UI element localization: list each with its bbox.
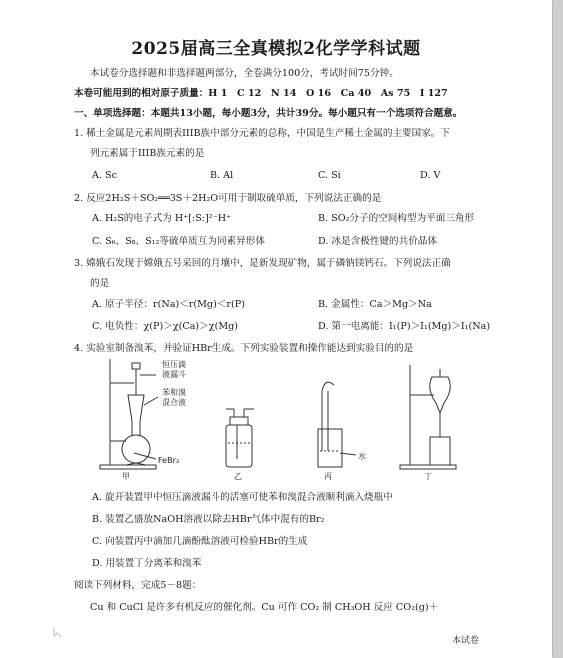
q2-option-c: C. S₆、S₈、S₁₂等硫单质互为同素异形体 [92,236,265,247]
q4-option-a: A. 旋开装置甲中恒压滴液漏斗的活塞可使苯和溴混合液顺利滴入烧瓶中 [92,492,393,503]
q3-option-b: B. 金属性：Ca＞Mg＞Na [318,299,432,310]
q1-option-c: C. Si [318,170,341,181]
q2-option-d: D. 冰是含极性键的共价晶体 [318,236,437,247]
q3-stem: 3. 嫦娥石发现于嫦娥五号采回的月壤中，是新发现矿物，属于磷钠镁钙石。下列说法正确 [74,258,451,269]
label-mixture: 苯和溴 [162,388,186,397]
label-apparatus-bing: 丙 [324,472,332,480]
q3-option-a: A. 原子半径：r(Na)＜r(Mg)＜r(P) [92,299,245,310]
section-heading: 一、单项选择题：本题共13小题，每小题3分，共计39分。每小题只有一个选项符合题意。 [74,108,463,119]
exam-title: 2025届高三全真模拟2化学学科试题 [131,39,421,59]
intro-text: 本试卷分选择题和非选择题两部分，全卷满分100分，考试时间75分钟。 [90,68,399,79]
q1-stem-cont: 列元素属于IIIB族元素的是 [90,148,205,159]
q3-stem-cont: 的是 [90,278,110,289]
apparatus-figure [96,355,476,480]
q3-option-c: C. 电负性：χ(P)＞χ(Ca)＞χ(Mg) [92,321,239,332]
label-funnel-cont: 液漏斗 [162,370,186,379]
label-water: 水 [358,452,366,461]
q4-option-b: B. 装置乙盛放NaOH溶液以除去HBr气体中混有的Br₂ [92,514,325,525]
label-apparatus-jia: 甲 [122,472,130,480]
q2-stem: 2. 反应2H₂S＋SO₂══3S＋2H₂O可用于制取硫单质，下列说法正确的是 [74,193,382,204]
vertical-scrollbar[interactable] [553,0,563,658]
page-footer: 本试卷 [452,636,480,646]
label-catalyst: FeBr₃ [158,456,180,465]
q2-option-b: B. SO₂分子的空间构型为平面三角形 [318,213,475,224]
q4-option-c: C. 向装置丙中滴加几滴酚酞溶液可检验HBr的生成 [92,536,308,547]
label-mixture-cont: 混合液 [162,398,186,407]
label-apparatus-ding: 丁 [424,472,432,480]
q4-option-d: D. 用装置丁分离苯和溴苯 [92,558,202,569]
q1-option-d: D. V [420,170,441,181]
cursor-icon [52,626,66,638]
q4-stem: 4. 实验室制备溴苯，并验证HBr生成。下列实验装置和操作能达到实验目的的是 [74,343,414,354]
reading-text: Cu 和 CuCl 是许多有机反应的催化剂。Cu 可作 CO₂ 制 CH₃OH 反应 CO₂(g)＋ [90,602,439,613]
q1-stem: 1. 稀土金属是元素周期表IIIB族中部分元素的总称，中国是生产稀土金属的主要国家。下 [74,128,450,139]
label-funnel: 恒压滴 [162,360,186,369]
atomic-mass-line: 本卷可能用到的相对原子质量：H 1 C 12 N 14 O 16 Ca 40 As 75 I 127 [74,88,448,99]
q1-option-a: A. Sc [92,170,117,181]
q2-option-a: A. H₂S的电子式为 H⁺[:S:]²⁻H⁺ [92,213,232,224]
label-apparatus-yi: 乙 [234,472,242,480]
q3-option-d: D. 第一电离能：I₁(P)＞I₁(Mg)＞I₁(Na) [318,321,491,332]
q1-option-b: B. Al [210,170,234,181]
reading-intro: 阅读下列材料，完成5－8题： [74,580,202,591]
